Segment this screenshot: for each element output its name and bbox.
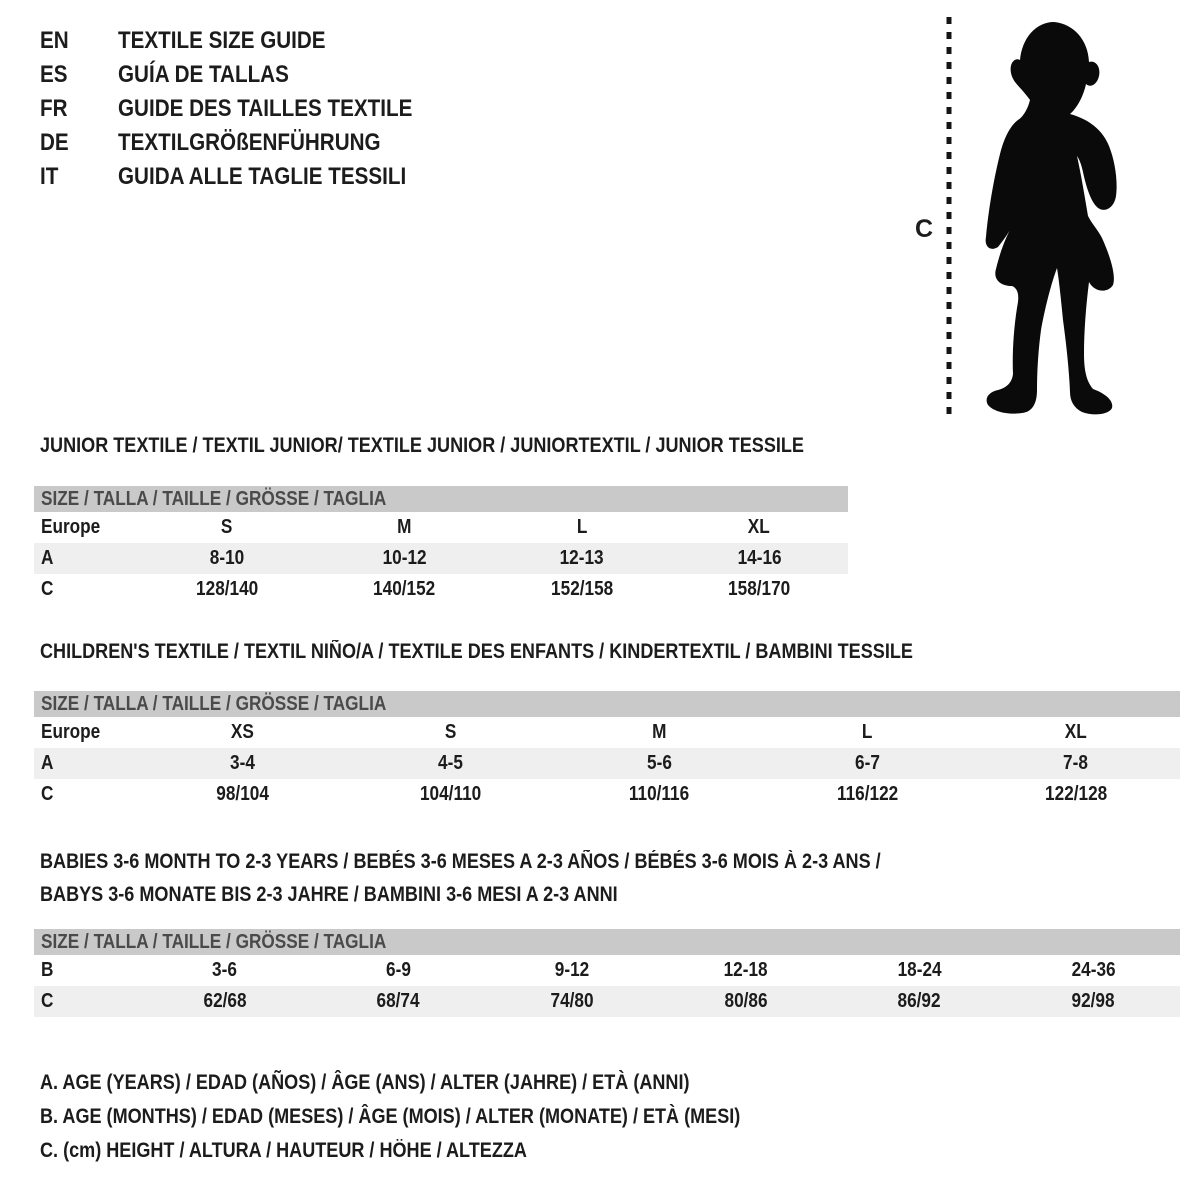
- baby-silhouette-icon: [962, 16, 1140, 420]
- language-title: TEXTILE SIZE GUIDE: [118, 27, 326, 54]
- table-row: [34, 779, 1180, 810]
- table-row: [34, 986, 1180, 1017]
- table-row: [34, 748, 1180, 779]
- row-label: A: [41, 547, 54, 569]
- table-cell: L: [576, 516, 588, 538]
- table-cell: 18-24: [897, 959, 942, 981]
- row-label: C: [41, 578, 54, 600]
- language-title: GUÍA DE TALLAS: [118, 61, 289, 88]
- height-measure-label: C: [915, 215, 934, 243]
- table-cell: 122/128: [1044, 783, 1107, 805]
- table-cell: S: [221, 516, 233, 538]
- table-cell: 92/98: [1071, 990, 1115, 1012]
- table-row: [34, 955, 1180, 986]
- legend-line-c: C. (cm) HEIGHT / ALTURA / HAUTEUR / HÖHE / ALTEZZA: [40, 1139, 527, 1162]
- row-label: B: [41, 959, 54, 981]
- table-cell: 5-6: [646, 752, 672, 774]
- table-cell: 152/158: [550, 578, 613, 600]
- table-row: [34, 543, 848, 574]
- table-cell: 86/92: [897, 990, 942, 1012]
- table-cell: 3-4: [229, 752, 255, 774]
- language-code: FR: [40, 95, 68, 122]
- language-title: GUIDE DES TAILLES TEXTILE: [118, 95, 413, 122]
- language-code: IT: [40, 163, 59, 190]
- language-code: ES: [40, 61, 68, 88]
- table-cell: 7-8: [1063, 752, 1089, 774]
- size-table-header: SIZE / TALLA / TAILLE / GRÖSSE / TAGLIA: [34, 486, 848, 512]
- table-cell: 9-12: [554, 959, 590, 981]
- table-cell: S: [444, 721, 457, 743]
- table-cell: 68/74: [376, 990, 421, 1012]
- section-childrens-textile: [34, 641, 1180, 810]
- table-row: [34, 574, 848, 605]
- table-cell: 4-5: [438, 752, 464, 774]
- size-table: [34, 691, 1180, 810]
- table-cell: 14-16: [737, 547, 782, 569]
- section-babies: [34, 845, 1180, 1017]
- language-row: [40, 92, 460, 126]
- table-cell: 128/140: [195, 578, 258, 600]
- language-title: GUIDA ALLE TAGLIE TESSILI: [118, 163, 407, 190]
- language-row: [40, 126, 460, 160]
- row-label: Europe: [41, 721, 101, 743]
- table-cell: 80/86: [724, 990, 768, 1012]
- table-cell: 62/68: [203, 990, 247, 1012]
- section-heading: BABIES 3-6 MONTH TO 2-3 YEARS / BEBÉS 3-6 MESES A 2-3 AÑOS / BÉBÉS 3-6 MOIS À 2-3 ANS /: [40, 850, 881, 873]
- size-table-header: SIZE / TALLA / TAILLE / GRÖSSE / TAGLIA: [34, 691, 1180, 717]
- legend: [40, 1066, 854, 1168]
- table-cell: XS: [230, 721, 254, 743]
- legend-line-b: B. AGE (MONTHS) / EDAD (MESES) / ÂGE (MOIS) / ALTER (MONATE) / ETÀ (MESI): [40, 1105, 741, 1128]
- language-code: DE: [40, 129, 69, 156]
- table-cell: 3-6: [212, 959, 238, 981]
- section-heading: CHILDREN'S TEXTILE / TEXTIL NIÑO/A / TEXTILE DES ENFANTS / KINDERTEXTIL / BAMBINI TESSILE: [40, 640, 913, 663]
- table-cell: 10-12: [382, 547, 427, 569]
- table-cell: 12-13: [559, 547, 604, 569]
- table-cell: XL: [1064, 721, 1087, 743]
- size-table-header: SIZE / TALLA / TAILLE / GRÖSSE / TAGLIA: [34, 929, 1180, 955]
- table-cell: M: [651, 721, 667, 743]
- section-heading-line2: BABYS 3-6 MONATE BIS 2-3 JAHRE / BAMBINI 3-6 MESI A 2-3 ANNI: [40, 883, 618, 906]
- table-cell: 140/152: [373, 578, 436, 600]
- table-cell: XL: [748, 516, 771, 538]
- language-row: [40, 58, 460, 92]
- table-cell: 158/170: [728, 578, 791, 600]
- table-cell: 12-18: [723, 959, 768, 981]
- section-heading: JUNIOR TEXTILE / TEXTIL JUNIOR/ TEXTILE JUNIOR / JUNIORTEXTIL / JUNIOR TESSILE: [40, 434, 804, 457]
- table-cell: 110/116: [628, 783, 690, 805]
- table-cell: 6-7: [854, 752, 880, 774]
- height-measure-line: [945, 17, 953, 419]
- language-code: EN: [40, 27, 69, 54]
- legend-line-a: A. AGE (YEARS) / EDAD (AÑOS) / ÂGE (ANS) / ALTER (JAHRE) / ETÀ (ANNI): [40, 1071, 690, 1094]
- table-cell: 6-9: [386, 959, 411, 981]
- table-cell: 74/80: [550, 990, 594, 1012]
- size-table: [34, 486, 848, 605]
- size-table: [34, 929, 1180, 1017]
- table-cell: 116/122: [836, 783, 899, 805]
- language-title: TEXTILGRÖßENFÜHRUNG: [118, 129, 381, 156]
- table-cell: L: [862, 721, 873, 743]
- table-cell: 98/104: [215, 783, 269, 805]
- table-cell: M: [397, 516, 412, 538]
- section-junior-textile: [34, 435, 848, 605]
- language-row: [40, 24, 460, 58]
- table-cell: 104/110: [419, 783, 482, 805]
- table-row: [34, 717, 1180, 748]
- table-cell: 24-36: [1071, 959, 1116, 981]
- language-list: [40, 24, 460, 194]
- table-row: [34, 512, 848, 543]
- row-label: A: [41, 752, 54, 774]
- row-label: Europe: [41, 516, 101, 538]
- language-row: [40, 160, 460, 194]
- row-label: C: [41, 783, 54, 805]
- table-cell: 8-10: [209, 547, 244, 569]
- row-label: C: [41, 990, 54, 1012]
